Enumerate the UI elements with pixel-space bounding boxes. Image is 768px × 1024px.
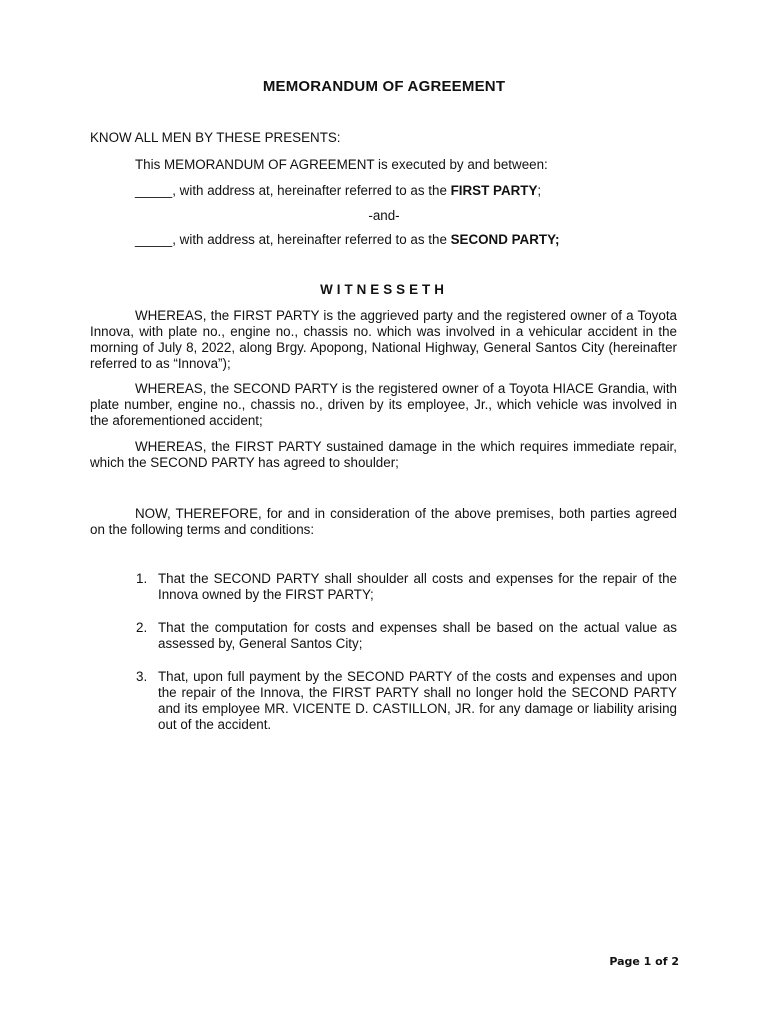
term-text: That the computation for costs and expenses shall be based on the actual value as assessed by, General Santos City; bbox=[158, 620, 677, 651]
page-number: Page 1 of 2 bbox=[609, 955, 679, 968]
whereas-clause-2: WHEREAS, the SECOND PARTY is the registered owner of a Toyota HIACE Grandia, with plate number, engine no., chassis no., driven by its employee, Jr., which vehicle was involved in the aforementioned accident; bbox=[90, 381, 677, 428]
first-party-label: FIRST PARTY bbox=[450, 183, 538, 198]
now-therefore-clause: NOW, THEREFORE, for and in consideration of the above premises, both parties agreed on the following terms and conditions: bbox=[90, 506, 677, 537]
second-party-text: _____, with address at, hereinafter referred to as the bbox=[135, 232, 451, 247]
second-party-line bbox=[135, 232, 559, 248]
term-number: 2. bbox=[136, 620, 148, 635]
whereas-clause-1: WHEREAS, the FIRST PARTY is the aggrieved party and the registered owner of a Toyota Innova, with plate no., engine no., chassis no. which was involved in a vehicular accident in the morning of July 8, 2022, along Brgy. Apopong, National Highway, General Santos City (hereinafter referred to as “Innova”); bbox=[90, 308, 677, 371]
term-text: That, upon full payment by the SECOND PARTY of the costs and expenses and upon the repair of the Innova, the FIRST PARTY shall no longer hold the SECOND PARTY and its employee MR. VICENTE D. CASTILLON, JR. for any damage or liability arising out of the accident. bbox=[158, 669, 677, 732]
term-number: 1. bbox=[136, 571, 148, 586]
term-item-3 bbox=[136, 669, 677, 733]
second-party-label: SECOND PARTY; bbox=[450, 232, 560, 247]
document-title: MEMORANDUM OF AGREEMENT bbox=[262, 78, 506, 95]
first-party-suffix: ; bbox=[537, 183, 542, 198]
term-number: 3. bbox=[136, 669, 148, 684]
whereas-clause-3: WHEREAS, the FIRST PARTY sustained damage in the which requires immediate repair, which the SECOND PARTY has agreed to shoulder; bbox=[90, 439, 677, 470]
first-party-text: _____, with address at, hereinafter referred to as the bbox=[135, 183, 451, 198]
term-item-1 bbox=[136, 571, 677, 603]
term-text: That the SECOND PARTY shall shoulder all costs and expenses for the repair of the Innova owned by the FIRST PARTY; bbox=[158, 571, 677, 602]
witnesseth-heading: WITNESSETH bbox=[320, 282, 448, 297]
preamble: KNOW ALL MEN BY THESE PRESENTS: bbox=[90, 130, 341, 145]
intro-line: This MEMORANDUM OF AGREEMENT is executed by and between: bbox=[135, 157, 548, 172]
term-item-2 bbox=[136, 620, 677, 652]
first-party-line bbox=[135, 183, 541, 199]
and-separator: -and- bbox=[368, 208, 400, 223]
